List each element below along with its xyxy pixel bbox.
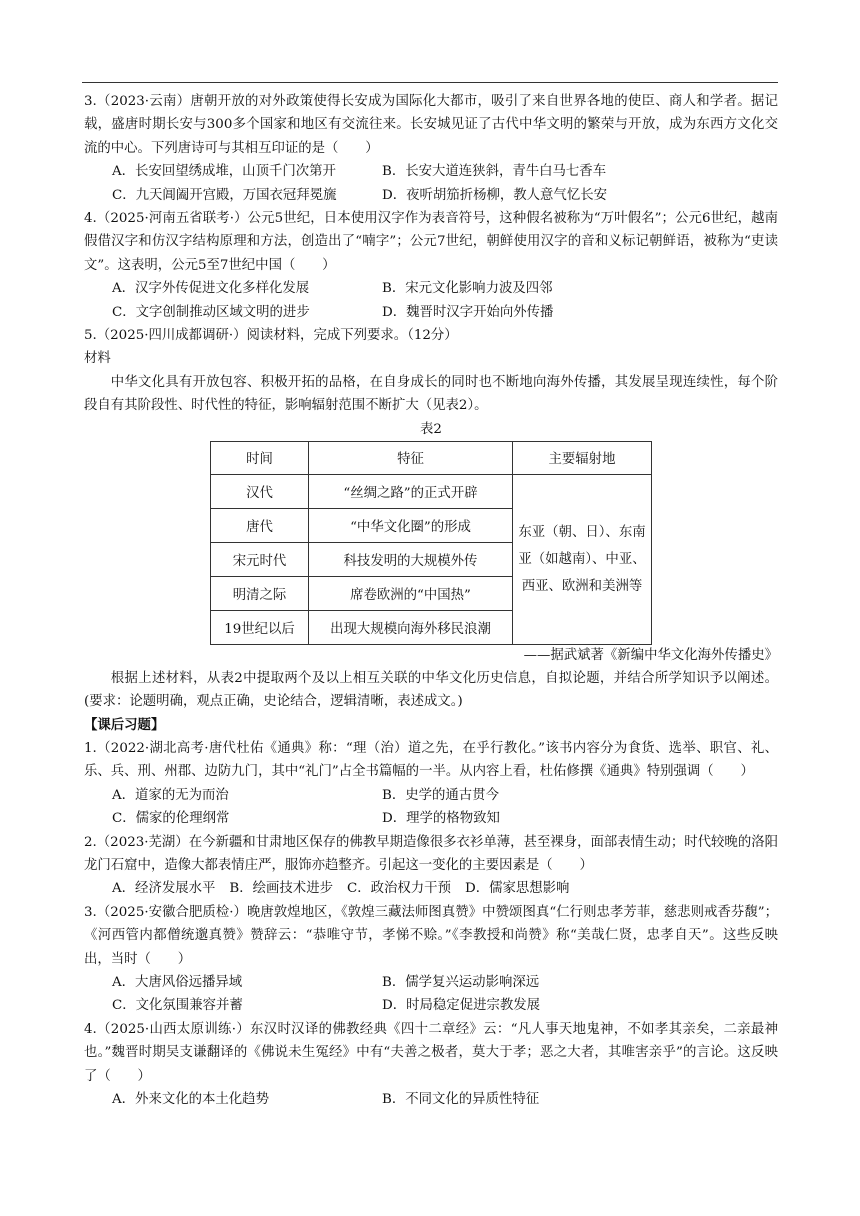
option-b: B．史学的通古贯今 [382,787,499,803]
homework-1-stem: 1.（2022·湖北高考·唐代杜佑《通典》称：“理（治）道之先，在乎行教化。”该书内容分为食货、选举、职官、礼、乐、兵、刑、州郡、边防九门，其中“礼门”占全书篇幅的一半。从内容上看，杜佑修撰《通典》特别强调（ ） [84,740,778,780]
table-cell-feature: “中华文化圈”的形成 [309,508,513,542]
option-a: A．道家的无为而治 [112,787,229,803]
option-b: B．宋元文化影响力波及四邻 [382,281,553,297]
table-cell-feature: “丝绸之路”的正式开辟 [309,474,513,508]
table-cell-feature: 科技发明的大规模外传 [309,542,513,576]
table-cell-time: 19世纪以后 [211,610,309,644]
option-b: B．长安大道连狭斜，青牛白马七香车 [382,164,607,180]
table-cell-time: 宋元时代 [211,542,309,576]
option-a: A．大唐风俗远播异域 [112,974,243,990]
option-d: D．理学的格物致知 [382,811,500,827]
option-a: A．外来文化的本土化趋势 [112,1092,269,1107]
section-title: 【课后习题】 [84,717,165,733]
table-cell-feature: 出现大规模向海外移民浪潮 [309,610,513,644]
table-cell-time: 唐代 [211,508,309,542]
homework-4-options [84,1088,778,1111]
option-d: D．魏晋时汉字开始向外传播 [382,304,554,320]
option-d: D．时局稳定促进宗教发展 [382,998,541,1014]
option-b: B．绘画技术进步 [229,881,333,897]
option-b: B．儒学复兴运动影响深远 [382,974,540,990]
question-3-stem: 3.（2023·云南）唐朝开放的对外政策使得长安成为国际化大都市，吸引了来自世界各地的使臣、商人和学者。据记载，盛唐时期长安与300多个国家和地区有交流往来。长安城见证了古代中华文明的繁荣与开放，成为东西方文化交流的中心。下列唐诗可与其相互印证的是（ ） [84,94,778,156]
header-rule [82,82,778,83]
table-cell-time: 明清之际 [211,576,309,610]
homework-2-stem: 2.（2023·芜湖）在今新疆和甘肃地区保存的佛教早期造像很多衣衫单薄，甚至裸身，面部表情生动；时代较晚的洛阳龙门石窟中，造像大都表情庄严，服饰亦趋整齐。引起这一变化的主要因素是（ ） [84,834,778,873]
option-a: A．经济发展水平 [112,881,216,897]
material-label: 材料 [84,351,111,367]
table-cell-region: 东亚（朝、日）、东南亚（如越南）、中亚、西亚、欧洲和美洲等 [513,474,652,644]
homework-3-options [84,971,778,1018]
table-source: ——据武斌著《新编中华文化海外传播史》 [523,647,778,663]
homework-2-options [84,877,778,900]
question-5-stem: 5.（2025·四川成都调研·）阅读材料，完成下列要求。（12分） [84,328,458,344]
option-c: C．儒家的伦理纲常 [112,811,230,827]
homework-4-stem: 4.（2025·山西太原训练·）东汉时汉译的佛教经典《四十二章经》云：“凡人事天地鬼神，不如孝其亲矣，二亲最神也。”魏晋时期吴支谦翻译的《佛说未生冤经》中有“夫善之极者，莫大于孝；恶之大者，其唯害亲乎”的言论。这反映了（ ） [84,1021,778,1084]
option-c: C．政治权力干预 [346,881,451,897]
option-c: C．文字创制推动区域文明的进步 [112,304,310,320]
question-3-options [84,160,778,207]
question-4-options [84,277,778,324]
option-c: C．九天阊阖开宫殿，万国衣冠拜冕旒 [112,187,337,203]
material-text: 中华文化具有开放包容、积极开拓的品格，在自身成长的同时也不断地向海外传播，其发展呈现连续性，每个阶段自有其阶段性、时代性的特征，影响辐射范围不断扩大（见表2）。 [84,374,778,414]
question-5-requirement: 根据上述材料，从表2中提取两个及以上相互关联的中华文化历史信息，自拟论题，并结合所学知识予以阐述。(要求：论题明确，观点正确，史论结合，逻辑清晰，表述成文。) [84,670,778,710]
homework-1-options [84,784,778,831]
table-row [211,474,652,508]
option-d: D．夜听胡笳折杨柳，教人意气忆长安 [382,187,607,203]
option-d: D．儒家思想影响 [464,881,570,897]
option-a: A．长安回望绣成堆，山顶千门次第开 [112,164,336,180]
culture-table [210,441,652,645]
table-header: 主要辐射地 [513,441,652,474]
table-header-row [211,441,652,474]
option-a: A．汉字外传促进文化多样化发展 [112,281,310,297]
document-page [84,90,778,1111]
question-4-stem: 4.（2025·河南五省联考·）公元5世纪，日本使用汉字作为表音符号，这种假名被称为“万叶假名”；公元6世纪，越南假借汉字和仿汉字结构原理和方法，创造出了“喃字”；公元7世纪，朝鲜使用汉字的音和义标记朝鲜语，被称为“吏读文”。这表明，公元5至7世纪中国（ ） [84,211,778,273]
option-c: C．文化氛围兼容并蓄 [112,998,243,1014]
option-b: B．不同文化的异质性特征 [382,1092,540,1107]
table-caption: 表2 [420,421,442,437]
table-cell-feature: 席卷欧洲的“中国热” [309,576,513,610]
homework-3-stem: 3.（2025·安徽合肥质检·）晚唐敦煌地区，《敦煌三藏法师图真赞》中赞颂图真“仁行则忠孝芳菲，慈悲则戒香芬馥”；《河西管内都僧统邈真赞》赞辞云：“恭唯守节，孝悌不赊。”《李教授和尚赞》称“美哉仁贤，忠孝自天”。这些反映出，当时（ ） [84,904,778,967]
table-header: 时间 [211,441,309,474]
table-header: 特征 [309,441,513,474]
table-cell-time: 汉代 [211,474,309,508]
